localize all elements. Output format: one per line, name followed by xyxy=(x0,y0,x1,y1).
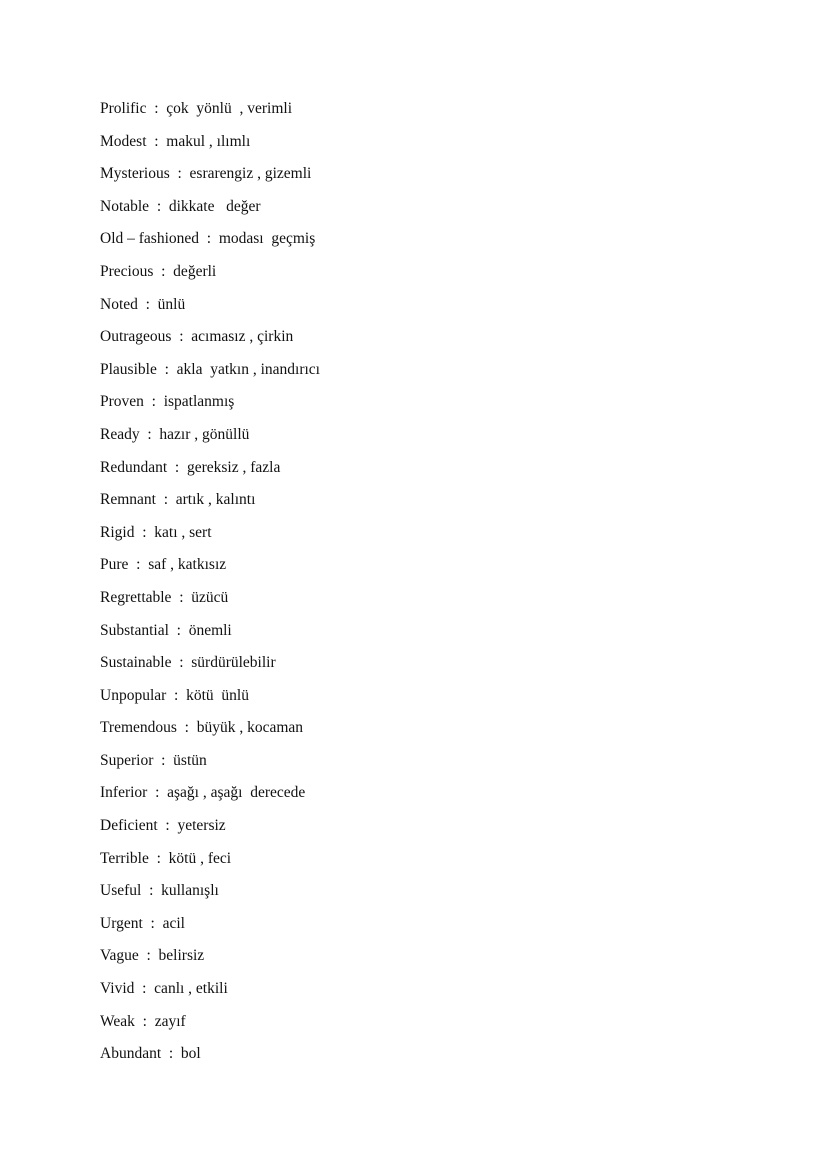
vocabulary-list xyxy=(100,97,320,1075)
vocab-entry: Remnant : artık , kalıntı xyxy=(100,491,256,509)
vocab-entry: Noted : ünlü xyxy=(100,295,186,313)
vocab-entry: Rigid : katı , sert xyxy=(100,523,212,541)
vocab-entry: Outrageous : acımasız , çirkin xyxy=(100,328,294,346)
vocab-entry: Vivid : canlı , etkili xyxy=(100,980,228,998)
vocab-entry: Tremendous : büyük , kocaman xyxy=(100,719,304,737)
vocab-entry: Old – fashioned : modası geçmiş xyxy=(100,230,316,248)
vocab-entry: Sustainable : sürdürülebilir xyxy=(100,654,276,672)
vocab-entry: Abundant : bol xyxy=(100,1045,201,1063)
vocab-entry: Prolific : çok yönlü , verimli xyxy=(100,100,293,117)
vocab-entry: Weak : zayıf xyxy=(100,1012,186,1030)
vocab-entry: Regrettable : üzücü xyxy=(100,588,229,606)
vocab-entry: Pure : saf , katkısız xyxy=(100,556,227,574)
vocab-entry: Superior : üstün xyxy=(100,751,207,769)
vocab-entry: Precious : değerli xyxy=(100,262,217,280)
vocab-entry: Proven : ispatlanmış xyxy=(100,393,235,411)
vocab-entry: Urgent : acil xyxy=(100,914,185,932)
vocab-entry: Vague : belirsiz xyxy=(100,947,205,965)
vocab-entry: Inferior : aşağı , aşağı derecede xyxy=(100,784,306,802)
vocab-entry: Ready : hazır , gönüllü xyxy=(100,425,250,443)
vocab-entry: Plausible : akla yatkın , inandırıcı xyxy=(100,360,320,378)
vocab-entry: Notable : dikkate değer xyxy=(100,197,261,215)
vocab-entry: Redundant : gereksiz , fazla xyxy=(100,458,281,476)
vocab-entry: Useful : kullanışlı xyxy=(100,882,219,900)
vocab-entry: Modest : makul , ılımlı xyxy=(100,132,251,150)
vocab-entry: Mysterious : esrarengiz , gizemli xyxy=(100,165,312,183)
vocab-entry: Substantial : önemli xyxy=(100,621,232,639)
vocab-entry: Unpopular : kötü ünlü xyxy=(100,686,249,704)
vocab-entry: Deficient : yetersiz xyxy=(100,817,226,835)
vocab-entry: Terrible : kötü , feci xyxy=(100,849,232,867)
